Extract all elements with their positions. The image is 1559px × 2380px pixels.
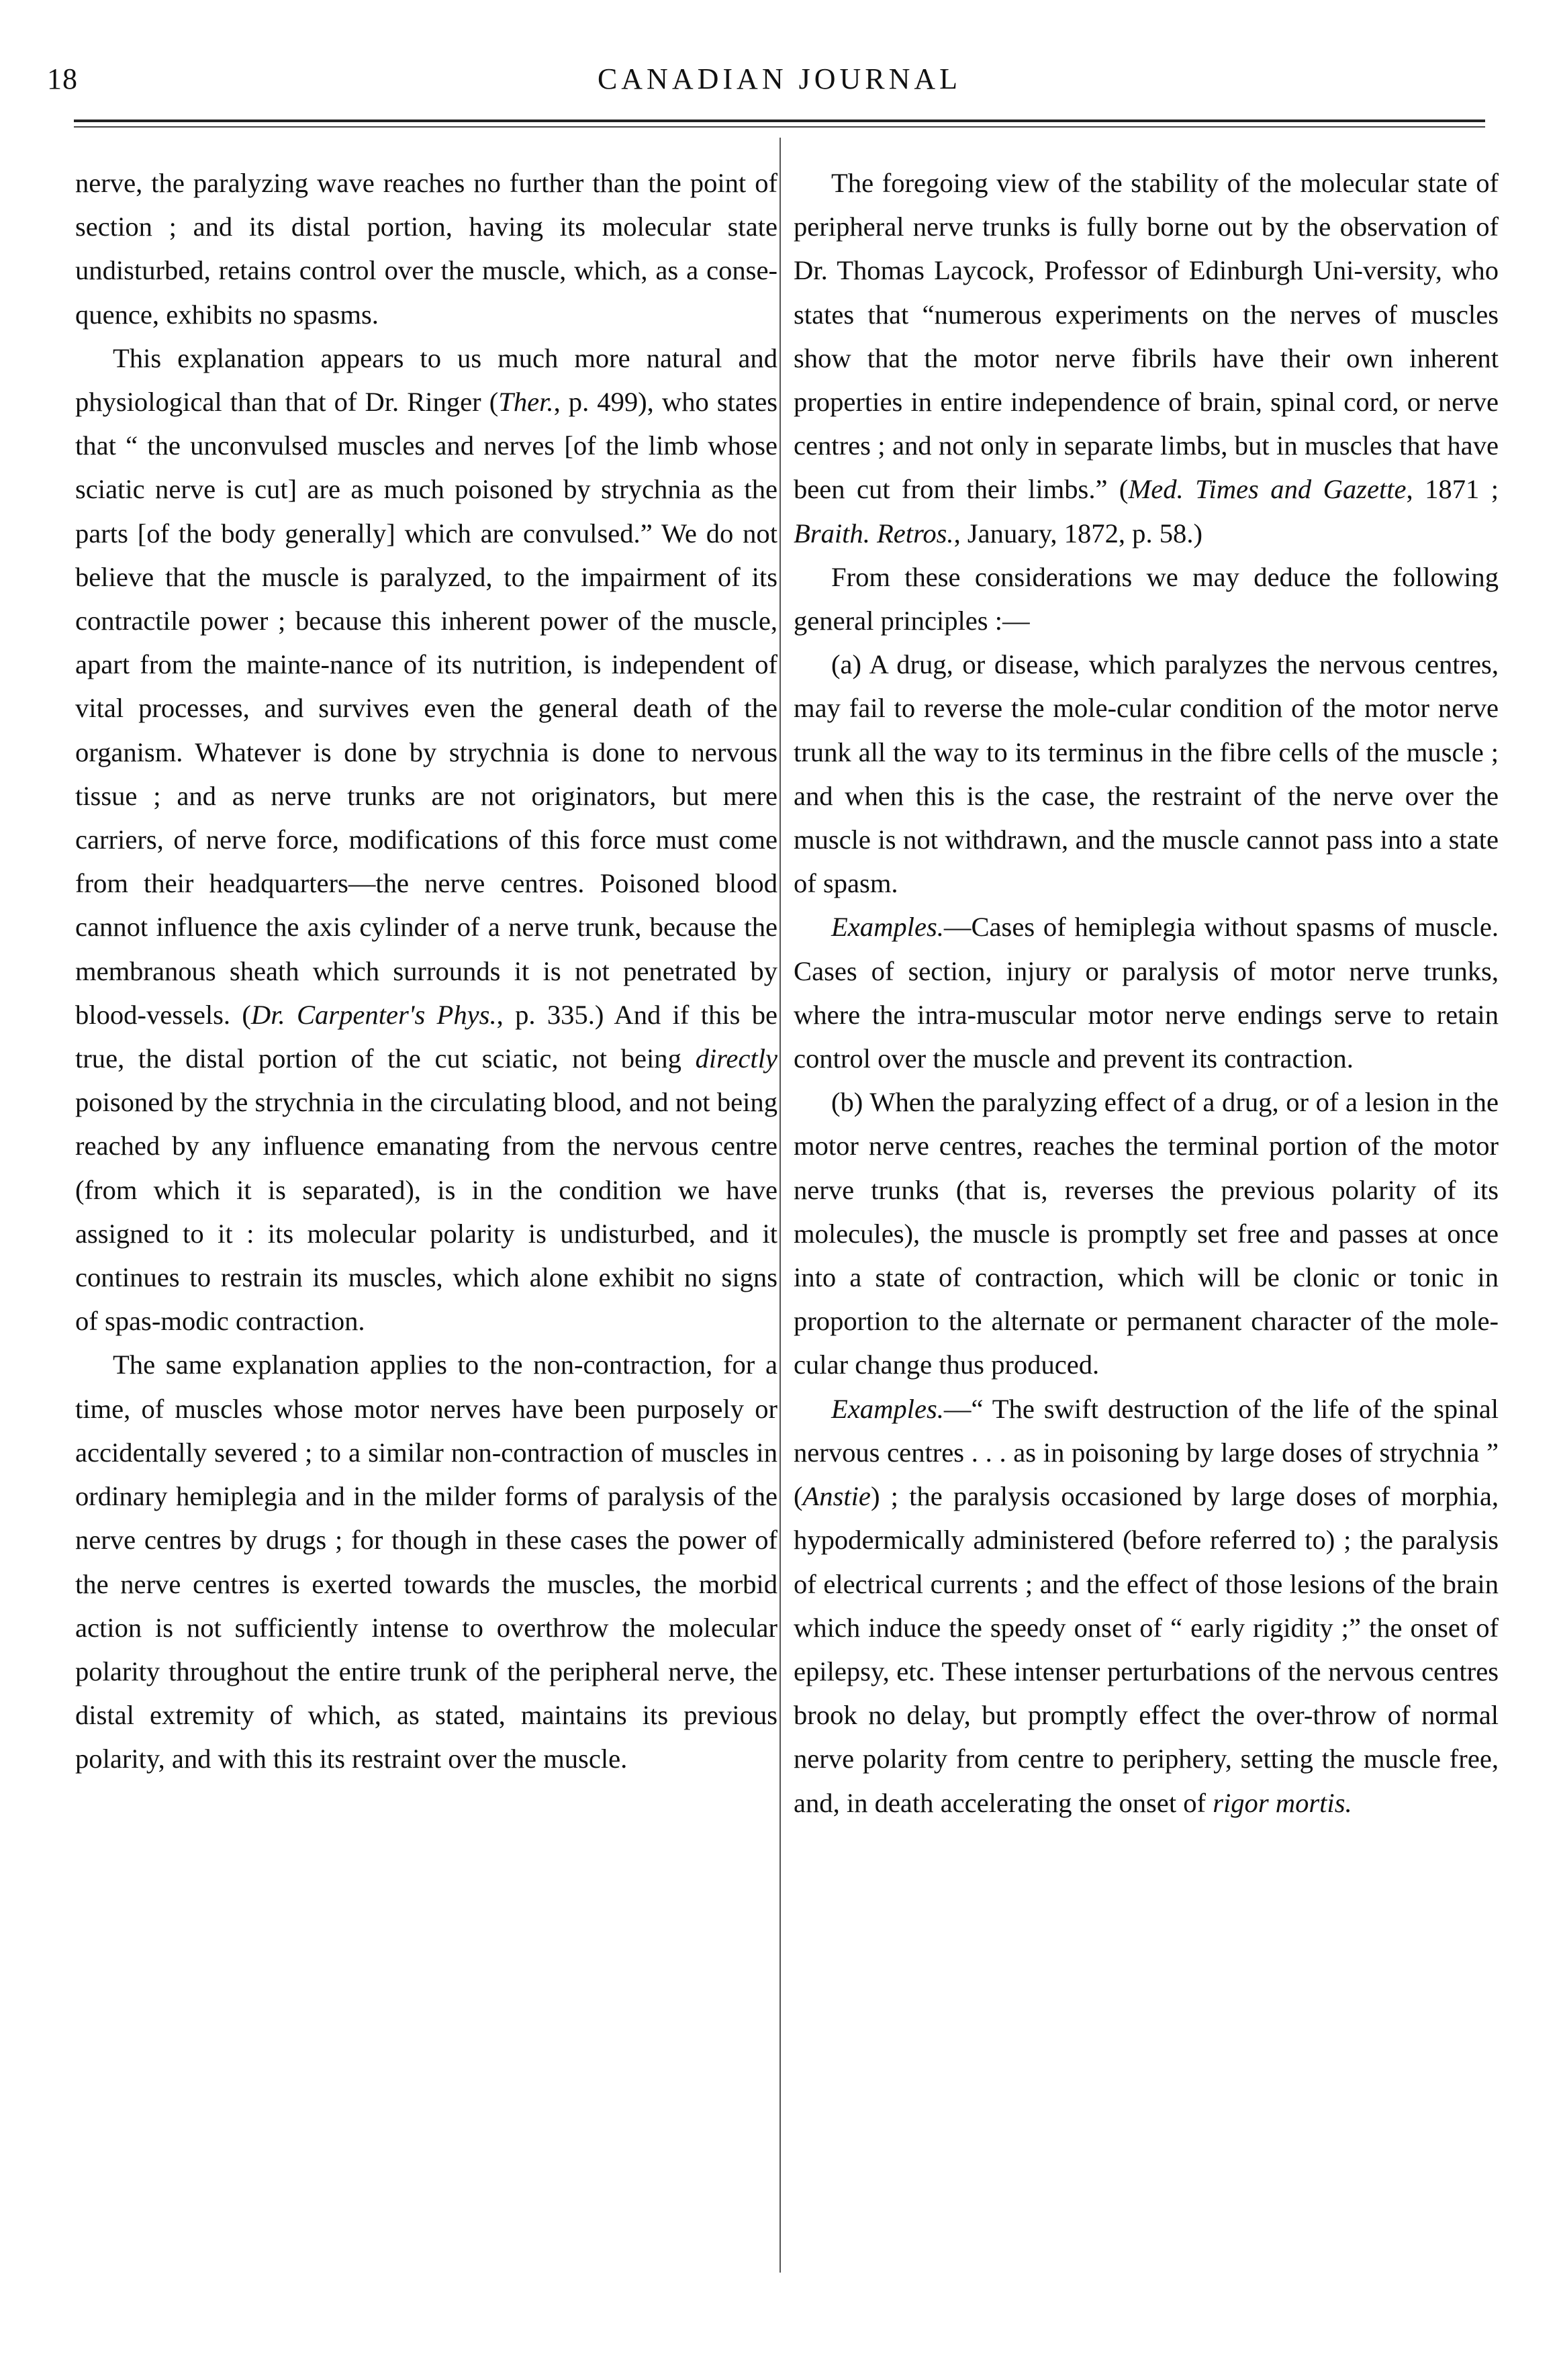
- left-p2-text-d: poisoned by the strychnia in the circulating blood, and not being reached by any influence emanating from the nervous centre (from which it is separated), is in the condition we have assigned to it : its molecular polarity is undisturbed, and it continues to restrain its muscles, which alone exhibit no signs of spas-modic contraction.: [75, 1087, 777, 1337]
- column-divider: [780, 138, 781, 2273]
- principle-a-label: (a): [831, 649, 862, 680]
- examples-a-label: Examples.: [831, 912, 944, 943]
- left-paragraph-1: nerve, the paralyzing wave reaches no further than the point of section ; and its distal portion, having its molecular state undisturbed, retains control over the muscle, which, as a conse-quence, exhibits no spasms.: [75, 168, 777, 330]
- right-p1-citation-2: Braith. Retros.: [794, 518, 954, 549]
- left-p2-citation-1: Ther.: [498, 387, 554, 418]
- examples-b-text-b: ) ; the paralysis occasioned by large doses of morphia, hypodermically administered (before referred to) ; the paralysis of electrical currents ; and the effect of those lesions of the brain which induce the speedy onset of “ early rigidity ;” the onset of epilepsy, etc. These intenser perturbations of the nervous centres brook no delay, but promptly effect the over-throw of normal nerve polarity from centre to periphery, setting the muscle free, and, in death accelerating the onset of: [794, 1481, 1499, 1818]
- principle-a: [794, 642, 1499, 905]
- principle-b-label: (b): [831, 1087, 863, 1118]
- left-p2-citation-2: Dr. Carpenter's Phys.: [250, 999, 497, 1030]
- header-rule-thin: [74, 126, 1485, 128]
- header-rule-thick: [74, 120, 1485, 122]
- left-paragraph-3: The same explanation applies to the non-contraction, for a time, of muscles whose motor nerves have been purposely or accidentally severed ; to a similar non-contraction of muscles in ordinary hemiplegia and in the milder forms of paralysis of the nerve centres by drugs ; for though in these cases the power of the nerve centres is exerted towards the muscles, the morbid action is not sufficiently intense to overthrow the molecular polarity throughout the entire trunk of the peripheral nerve, the distal extremity of which, as stated, maintains its previous polarity, and with this its restraint over the muscle.: [75, 1349, 777, 1774]
- examples-b-label: Examples.: [831, 1393, 944, 1424]
- left-paragraph-2: [75, 336, 777, 1343]
- right-p1-citation-1: Med. Times and Gazette: [1128, 474, 1407, 505]
- running-title: CANADIAN JOURNAL: [597, 62, 962, 95]
- right-column: [794, 161, 1499, 1825]
- page-number: 18: [47, 62, 78, 95]
- right-p1-text-b: , 1871 ;: [1406, 474, 1499, 505]
- right-paragraph-2: From these considerations we may deduce the following general principles :—: [794, 561, 1499, 636]
- left-p2-text-c: , p. 335.) And if this be true, the distal portion of the cut sciatic, not being: [75, 999, 778, 1074]
- page-header: [47, 62, 1512, 115]
- left-column: [75, 161, 777, 1781]
- principle-b-text: When the paralyzing effect of a drug, or of a lesion in the motor nerve centres, reaches the terminal portion of the motor nerve trunks (that is, reverses the previous polarity of its molecules), the muscle is promptly set free and passes at once into a state of contraction, which will be clonic or tonic in proportion to the alternate or permanent character of the mole-cular change thus produced.: [794, 1087, 1499, 1380]
- right-paragraph-1: [794, 161, 1499, 555]
- examples-b-text-a: —“ The swift destruction of the life of the spinal nervous centres . . . as in poisoning by large doses of strychnia ” (: [794, 1393, 1499, 1512]
- left-p2-emphasis: directly: [695, 1043, 777, 1074]
- principle-b: [794, 1080, 1499, 1386]
- left-p2-text-a: This explanation appears to us much more natural and physiological than that of Dr. Ringer (: [75, 342, 777, 418]
- examples-b-citation: Anstie: [802, 1481, 871, 1512]
- examples-a-text: —Cases of hemiplegia without spasms of muscle. Cases of section, injury or paralysis of motor nerve trunks, where the intra-muscular motor nerve endings serve to retain control over the muscle and prevent its contraction.: [794, 912, 1499, 1074]
- right-p1-text-a: The foregoing view of the stability of the molecular state of peripheral nerve trunks is fully borne out by the observation of Dr. Thomas Laycock, Professor of Edinburgh Uni-versity, who states that “numerous experiments on the nerves of muscles show that the motor nerve fibrils have their own inherent properties in entire independence of brain, spinal cord, or nerve centres ; and not only in separate limbs, but in muscles that have been cut from their limbs.” (: [794, 168, 1499, 505]
- examples-a: [794, 905, 1499, 1080]
- examples-b: [794, 1387, 1499, 1825]
- right-p1-text-c: , January, 1872, p. 58.): [953, 518, 1202, 549]
- examples-b-emphasis: rigor mortis.: [1213, 1787, 1352, 1818]
- left-p2-text-b: , p. 499), who states that “ the unconvulsed muscles and nerves [of the limb whose sciatic nerve is cut] are as much poisoned by strychnia as the parts [of the body generally] which are convulsed.” We do not believe that the muscle is paralyzed, to the impairment of its contractile power ; because this inherent power of the muscle, apart from the mainte-nance of its nutrition, is independent of vital processes, and survives even the general death of the organism. Whatever is done by strychnia is done to nervous tissue ; and as nerve trunks are not originators, but mere carriers, of nerve force, modifications of this force must come from their headquarters—the nerve centres. Poisoned blood cannot influence the axis cylinder of a nerve trunk, because the membranous sheath which surrounds it is not penetrated by blood-vessels. (: [75, 387, 777, 1030]
- principle-a-text: A drug, or disease, which paralyzes the nervous centres, may fail to reverse the mole-cular condition of the motor nerve trunk all the way to its terminus in the fibre cells of the muscle ; and when this is the case, the restraint of the nerve over the muscle is not withdrawn, and the muscle cannot pass into a state of spasm.: [794, 649, 1499, 899]
